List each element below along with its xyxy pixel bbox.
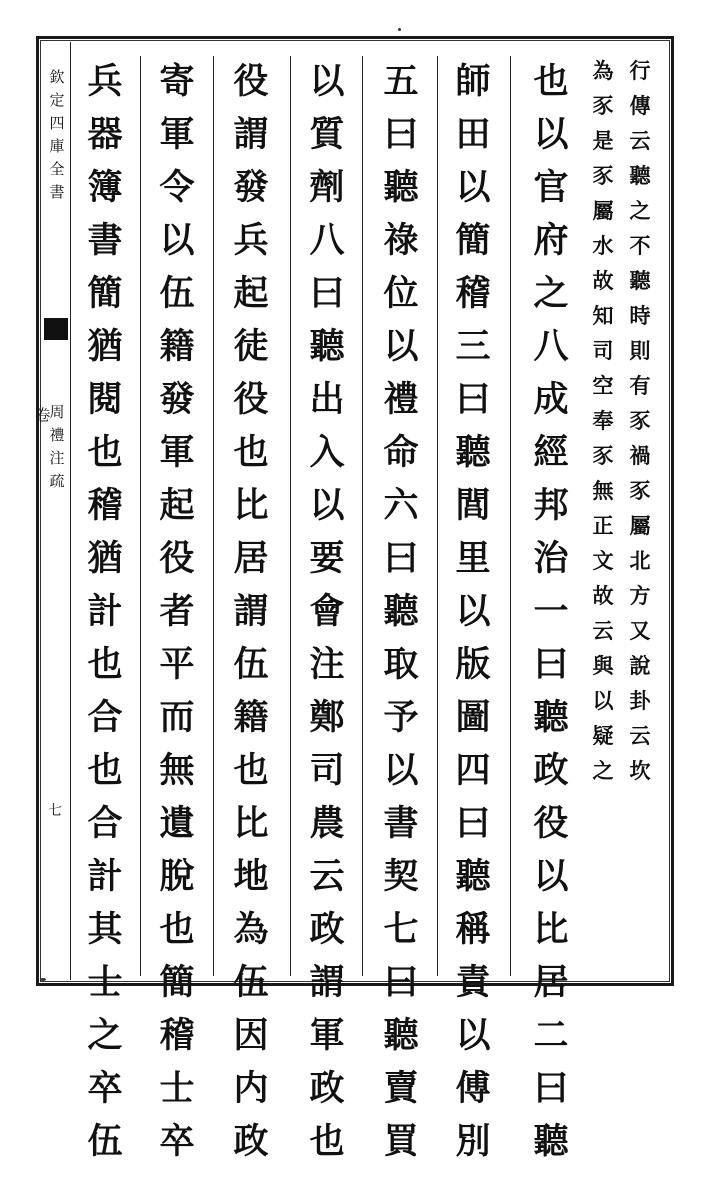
glyph: 稱 bbox=[455, 909, 491, 950]
glyph: 政 bbox=[309, 1068, 345, 1109]
glyph: 役 bbox=[159, 538, 195, 579]
glyph: 云 bbox=[629, 723, 651, 748]
glyph: 故 bbox=[592, 583, 614, 608]
glyph: 之 bbox=[592, 758, 614, 783]
glyph: 四 bbox=[455, 750, 491, 791]
glyph: 周 bbox=[49, 403, 65, 421]
column-rule bbox=[290, 56, 291, 976]
glyph: 也 bbox=[87, 644, 123, 685]
glyph: 時 bbox=[629, 303, 651, 328]
leaf-number: 七 bbox=[48, 803, 62, 819]
glyph: 内 bbox=[233, 1068, 269, 1109]
glyph: 籍 bbox=[233, 697, 269, 738]
glyph: 寄 bbox=[159, 61, 195, 102]
glyph: 曰 bbox=[383, 962, 419, 1003]
glyph: 疏 bbox=[49, 472, 65, 490]
glyph: 猶 bbox=[87, 326, 123, 367]
glyph: 兵 bbox=[233, 220, 269, 261]
glyph: 居 bbox=[233, 538, 269, 579]
glyph: 也 bbox=[159, 909, 195, 950]
glyph: 以 bbox=[383, 326, 419, 367]
glyph: 司 bbox=[309, 750, 345, 791]
glyph: 而 bbox=[159, 697, 195, 738]
glyph: 禮 bbox=[49, 426, 65, 444]
glyph: 取 bbox=[383, 644, 419, 685]
glyph: 卒 bbox=[87, 1068, 123, 1109]
glyph: 軍 bbox=[309, 1015, 345, 1056]
glyph: 政 bbox=[233, 1121, 269, 1162]
glyph: 役 bbox=[233, 379, 269, 420]
glyph: 曰 bbox=[383, 114, 419, 155]
glyph: 買 bbox=[383, 1121, 419, 1162]
glyph: 治 bbox=[533, 538, 569, 579]
glyph: 契 bbox=[383, 856, 419, 897]
glyph: 農 bbox=[309, 803, 345, 844]
margin-title bbox=[48, 70, 66, 208]
glyph: 謂 bbox=[309, 962, 345, 1003]
glyph: 稽 bbox=[87, 485, 123, 526]
glyph: 也 bbox=[87, 750, 123, 791]
glyph: 入 bbox=[309, 432, 345, 473]
glyph: 屬 bbox=[592, 198, 614, 223]
glyph: 籍 bbox=[159, 326, 195, 367]
glyph: 方 bbox=[629, 583, 651, 608]
glyph: 計 bbox=[87, 591, 123, 632]
glyph: 簡 bbox=[455, 220, 491, 261]
glyph: 禮 bbox=[383, 379, 419, 420]
glyph: 徒 bbox=[233, 326, 269, 367]
glyph: 器 bbox=[87, 114, 123, 155]
glyph: 以 bbox=[309, 61, 345, 102]
glyph: 七 bbox=[383, 909, 419, 950]
glyph: 卒 bbox=[159, 1121, 195, 1162]
glyph: 卷 bbox=[35, 406, 51, 424]
glyph: 欽 bbox=[49, 68, 65, 86]
glyph: 士 bbox=[159, 1068, 195, 1109]
glyph: 傅 bbox=[455, 1068, 491, 1109]
glyph: 以 bbox=[383, 750, 419, 791]
glyph: 坎 bbox=[629, 758, 651, 783]
glyph: 卦 bbox=[629, 688, 651, 713]
glyph: 水 bbox=[592, 233, 614, 258]
glyph: 猶 bbox=[87, 538, 123, 579]
glyph: 版 bbox=[455, 644, 491, 685]
glyph: 經 bbox=[533, 432, 569, 473]
glyph: 遺 bbox=[159, 803, 195, 844]
glyph: 聽 bbox=[629, 268, 651, 293]
glyph: 聽 bbox=[533, 1121, 569, 1162]
glyph: 簿 bbox=[87, 167, 123, 208]
glyph: 以 bbox=[592, 688, 614, 713]
glyph: 庫 bbox=[49, 137, 65, 155]
glyph: 伍 bbox=[233, 962, 269, 1003]
glyph: 行 bbox=[629, 58, 651, 83]
glyph: 傳 bbox=[629, 93, 651, 118]
glyph: 豕 bbox=[629, 408, 651, 433]
text-column-8 bbox=[156, 61, 198, 1177]
glyph: 簡 bbox=[87, 273, 123, 314]
glyph: 地 bbox=[233, 856, 269, 897]
glyph: 以 bbox=[455, 167, 491, 208]
glyph: 豕 bbox=[592, 93, 614, 118]
glyph: 二 bbox=[533, 1015, 569, 1056]
glyph: 發 bbox=[159, 379, 195, 420]
glyph: 以 bbox=[455, 1015, 491, 1056]
glyph: 書 bbox=[87, 220, 123, 261]
glyph: 要 bbox=[309, 538, 345, 579]
margin-section-prefix bbox=[34, 408, 52, 431]
glyph: 聽 bbox=[383, 167, 419, 208]
glyph: 也 bbox=[87, 432, 123, 473]
glyph: 曰 bbox=[533, 1068, 569, 1109]
glyph: 比 bbox=[233, 485, 269, 526]
glyph: 知 bbox=[592, 303, 614, 328]
glyph: 鄭 bbox=[309, 697, 345, 738]
glyph: 稽 bbox=[455, 273, 491, 314]
glyph: 閭 bbox=[455, 485, 491, 526]
glyph: 政 bbox=[309, 909, 345, 950]
glyph: 出 bbox=[309, 379, 345, 420]
text-column-5 bbox=[380, 61, 422, 1177]
glyph: 以 bbox=[159, 220, 195, 261]
glyph: 四 bbox=[49, 114, 65, 132]
glyph: 比 bbox=[233, 803, 269, 844]
glyph: 軍 bbox=[159, 432, 195, 473]
glyph: 屬 bbox=[629, 513, 651, 538]
glyph: 聽 bbox=[629, 163, 651, 188]
glyph: 伍 bbox=[87, 1121, 123, 1162]
glyph: 為 bbox=[233, 909, 269, 950]
glyph: 別 bbox=[455, 1121, 491, 1162]
glyph: 書 bbox=[49, 183, 65, 201]
glyph: 文 bbox=[592, 548, 614, 573]
glyph: 之 bbox=[629, 198, 651, 223]
glyph: 說 bbox=[629, 653, 651, 678]
glyph: 命 bbox=[383, 432, 419, 473]
glyph: 六 bbox=[383, 485, 419, 526]
glyph: 曰 bbox=[533, 644, 569, 685]
glyph: 故 bbox=[592, 268, 614, 293]
glyph: 北 bbox=[629, 548, 651, 573]
column-rule bbox=[510, 56, 511, 976]
glyph: 役 bbox=[233, 61, 269, 102]
glyph: 是 bbox=[592, 128, 614, 153]
glyph: 里 bbox=[455, 538, 491, 579]
glyph: 會 bbox=[309, 591, 345, 632]
glyph: 以 bbox=[533, 856, 569, 897]
glyph: 閱 bbox=[87, 379, 123, 420]
glyph: 聽 bbox=[533, 697, 569, 738]
glyph: 以 bbox=[533, 114, 569, 155]
glyph: 伍 bbox=[233, 644, 269, 685]
glyph: 豕 bbox=[592, 443, 614, 468]
glyph: 與 bbox=[592, 653, 614, 678]
glyph: 又 bbox=[629, 618, 651, 643]
glyph: 起 bbox=[233, 273, 269, 314]
glyph: 豕 bbox=[629, 478, 651, 503]
glyph: 為 bbox=[592, 58, 614, 83]
glyph: 奉 bbox=[592, 408, 614, 433]
glyph: 邦 bbox=[533, 485, 569, 526]
glyph: 責 bbox=[455, 962, 491, 1003]
glyph: 無 bbox=[592, 478, 614, 503]
glyph: 注 bbox=[49, 449, 65, 467]
glyph: 質 bbox=[309, 114, 345, 155]
glyph: 云 bbox=[309, 856, 345, 897]
glyph: 有 bbox=[629, 373, 651, 398]
text-column-7 bbox=[230, 61, 272, 1177]
glyph: 五 bbox=[383, 61, 419, 102]
text-column-3 bbox=[530, 61, 572, 1177]
glyph: 曰 bbox=[309, 273, 345, 314]
glyph: 其 bbox=[87, 909, 123, 950]
glyph: 無 bbox=[159, 750, 195, 791]
glyph: 合 bbox=[87, 697, 123, 738]
page-frame-inner bbox=[40, 40, 670, 982]
glyph: 者 bbox=[159, 591, 195, 632]
glyph: 賣 bbox=[383, 1068, 419, 1109]
glyph: 比 bbox=[533, 909, 569, 950]
glyph: 因 bbox=[233, 1015, 269, 1056]
glyph: 八 bbox=[533, 326, 569, 367]
column-rule bbox=[362, 56, 363, 976]
glyph: 伍 bbox=[159, 273, 195, 314]
glyph: 以 bbox=[309, 485, 345, 526]
glyph: 以 bbox=[455, 591, 491, 632]
glyph: 定 bbox=[49, 91, 65, 109]
glyph: 田 bbox=[455, 114, 491, 155]
text-column-6 bbox=[306, 61, 348, 1177]
glyph: 令 bbox=[159, 167, 195, 208]
glyph: 曰 bbox=[383, 538, 419, 579]
glyph: 書 bbox=[383, 803, 419, 844]
glyph: 八 bbox=[309, 220, 345, 261]
glyph: 謂 bbox=[233, 591, 269, 632]
glyph: 空 bbox=[592, 373, 614, 398]
glyph: 之 bbox=[533, 273, 569, 314]
glyph: 祿 bbox=[383, 220, 419, 261]
glyph: 簡 bbox=[159, 962, 195, 1003]
glyph: 三 bbox=[455, 326, 491, 367]
glyph: 成 bbox=[533, 379, 569, 420]
glyph: 府 bbox=[533, 220, 569, 261]
fish-tail-mark bbox=[44, 318, 68, 340]
text-column-2 bbox=[589, 60, 617, 795]
glyph: 云 bbox=[592, 618, 614, 643]
glyph: 劑 bbox=[309, 167, 345, 208]
glyph: 則 bbox=[629, 338, 651, 363]
glyph: 位 bbox=[383, 273, 419, 314]
glyph: 稽 bbox=[159, 1015, 195, 1056]
glyph: 曰 bbox=[455, 379, 491, 420]
glyph: 政 bbox=[533, 750, 569, 791]
glyph: 予 bbox=[383, 697, 419, 738]
glyph: 不 bbox=[629, 233, 651, 258]
column-rule bbox=[140, 56, 141, 976]
glyph: 發 bbox=[233, 167, 269, 208]
glyph: 聽 bbox=[309, 326, 345, 367]
glyph: 也 bbox=[309, 1121, 345, 1162]
glyph: 也 bbox=[233, 750, 269, 791]
text-column-4 bbox=[452, 61, 494, 1177]
glyph: 也 bbox=[533, 61, 569, 102]
glyph: 曰 bbox=[455, 803, 491, 844]
glyph: 士 bbox=[87, 962, 123, 1003]
glyph: 正 bbox=[592, 513, 614, 538]
glyph: 兵 bbox=[87, 61, 123, 102]
glyph: 豕 bbox=[592, 163, 614, 188]
column-rule bbox=[437, 56, 438, 976]
glyph: 也 bbox=[233, 432, 269, 473]
glyph: 聽 bbox=[383, 1015, 419, 1056]
glyph: 之 bbox=[87, 1015, 123, 1056]
glyph: 一 bbox=[533, 591, 569, 632]
glyph: 師 bbox=[455, 61, 491, 102]
glyph: 脫 bbox=[159, 856, 195, 897]
glyph: 全 bbox=[49, 160, 65, 178]
glyph: 聽 bbox=[383, 591, 419, 632]
glyph: 起 bbox=[159, 485, 195, 526]
glyph: 合 bbox=[87, 803, 123, 844]
glyph: 計 bbox=[87, 856, 123, 897]
scan-speck bbox=[40, 978, 46, 981]
glyph: 禍 bbox=[629, 443, 651, 468]
glyph: 軍 bbox=[159, 114, 195, 155]
column-rule bbox=[213, 56, 214, 976]
text-column-9 bbox=[84, 61, 126, 1177]
glyph: 謂 bbox=[233, 114, 269, 155]
glyph: 圖 bbox=[455, 697, 491, 738]
glyph: 居 bbox=[533, 962, 569, 1003]
glyph: 注 bbox=[309, 644, 345, 685]
glyph: 聽 bbox=[455, 432, 491, 473]
scan-speck bbox=[398, 28, 401, 31]
glyph: 聽 bbox=[455, 856, 491, 897]
glyph: 役 bbox=[533, 803, 569, 844]
glyph: 疑 bbox=[592, 723, 614, 748]
glyph: 云 bbox=[629, 128, 651, 153]
glyph: 平 bbox=[159, 644, 195, 685]
glyph: 司 bbox=[592, 338, 614, 363]
glyph: 官 bbox=[533, 167, 569, 208]
text-column-1 bbox=[626, 60, 654, 795]
